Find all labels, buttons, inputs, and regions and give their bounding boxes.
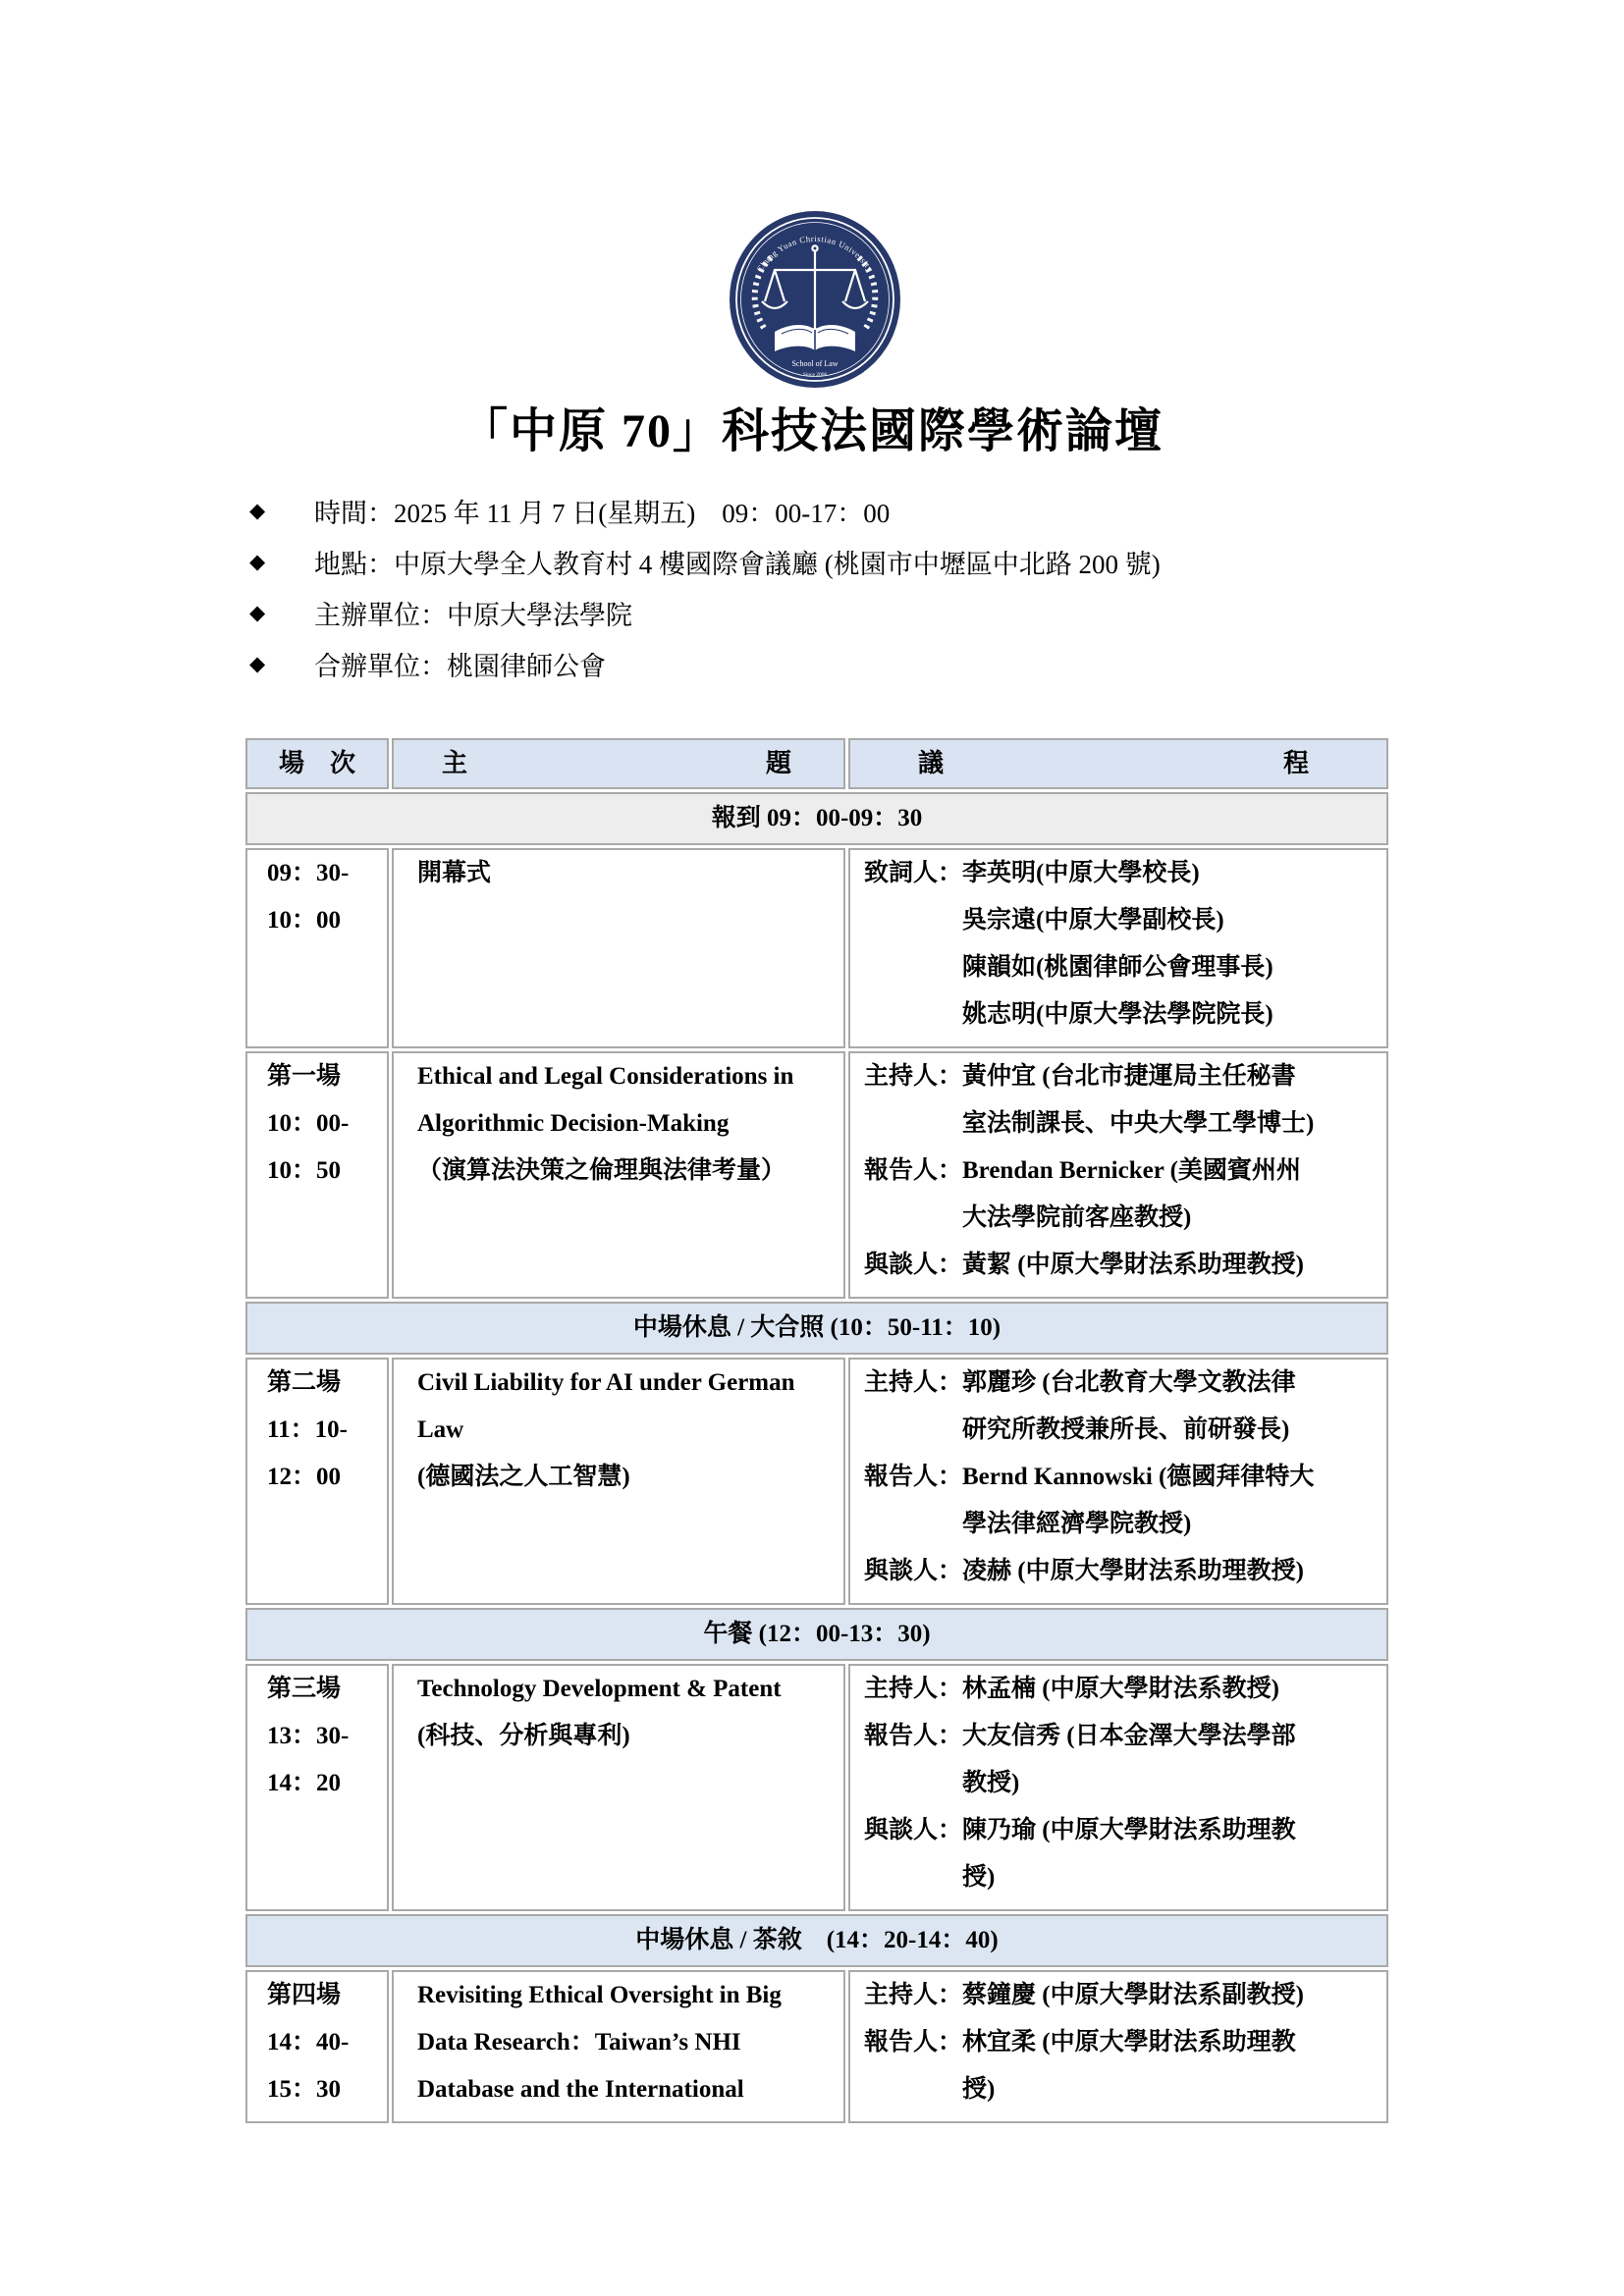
logo-since-text: Since 2006 (802, 372, 828, 378)
info-item-coorganizer (249, 638, 1161, 689)
topic-line: Database and the International (417, 2076, 744, 2103)
info-text: 合辦單位：桃園律師公會 (314, 651, 606, 681)
event-info-list (249, 485, 1161, 689)
table-header-row (245, 738, 1388, 789)
lunch-row (245, 1608, 1388, 1661)
time-line: 第三場 (267, 1676, 342, 1702)
agenda-line: 致詞人：李英明(中原大學校長) (864, 860, 1200, 886)
agenda-line: 教授) (962, 1770, 1020, 1796)
session-agenda-cell (848, 1664, 1388, 1911)
agenda-line: 授) (962, 2076, 996, 2103)
time-line: 第一場 (267, 1063, 342, 1090)
time-line: 13：30- (267, 1723, 350, 1749)
info-text: 時間：2025 年 11 月 7 日(星期五) 09：00-17：00 (314, 498, 891, 528)
session-agenda-cell (848, 848, 1388, 1048)
session-time-cell (245, 848, 389, 1048)
header-topic-left: 主 (442, 749, 468, 777)
time-line: 09：30- (267, 860, 350, 886)
topic-line: Law (417, 1416, 464, 1443)
info-text: 地點：中原大學全人教育村 4 樓國際會議廳 (桃園市中壢區中北路 200 號) (314, 549, 1161, 579)
topic-line: 開幕式 (417, 860, 492, 886)
session-time-cell (245, 1664, 389, 1911)
bullet-diamond-icon: ◆ (249, 651, 266, 675)
session-topic-cell (392, 1664, 845, 1911)
info-text: 主辦單位：中原大學法學院 (314, 600, 632, 630)
time-line: 15：30 (267, 2076, 342, 2103)
agenda-line: 報告人：Bernd Kannowski (德國拜律特大 (864, 1464, 1315, 1490)
agenda-line: 學法律經濟學院教授) (962, 1511, 1192, 1537)
topic-line: Revisiting Ethical Oversight in Big (417, 1982, 782, 2008)
agenda-line: 室法制課長、中央大學工學博士) (962, 1110, 1315, 1137)
registration-banner: 報到 09：00-09：30 (245, 792, 1388, 845)
registration-row (245, 792, 1388, 845)
topic-line: （演算法決策之倫理與法律考量） (417, 1157, 786, 1184)
time-line: 第二場 (267, 1369, 342, 1396)
bullet-diamond-icon: ◆ (249, 498, 266, 522)
agenda-line: 與談人：凌赫 (中原大學財法系助理教授) (864, 1558, 1304, 1584)
agenda-line: 大法學院前客座教授) (962, 1204, 1192, 1231)
time-line: 10：00- (267, 1110, 350, 1137)
session-agenda-cell (848, 1051, 1388, 1299)
page-title: 「中原 70」科技法國際學術論壇 (460, 405, 1164, 457)
bullet-diamond-icon: ◆ (249, 600, 266, 624)
schedule-table (243, 735, 1391, 2126)
header-agenda-right: 程 (1282, 749, 1309, 777)
header-agenda-left: 議 (918, 749, 945, 777)
topic-line: Civil Liability for AI under German (417, 1369, 795, 1396)
agenda-line: 吳宗遠(中原大學副校長) (962, 907, 1224, 934)
agenda-line: 主持人：林孟楠 (中原大學財法系教授) (864, 1676, 1279, 1702)
time-line: 14：40- (267, 2029, 350, 2056)
session-time-cell (245, 1358, 389, 1605)
session-topic-cell (392, 1358, 845, 1605)
topic-line: Ethical and Legal Considerations in (417, 1063, 794, 1090)
agenda-line: 姚志明(中原大學法學院院長) (962, 1001, 1273, 1028)
topic-line: Technology Development & Patent (417, 1676, 782, 1702)
agenda-line: 與談人：黃絜 (中原大學財法系助理教授) (864, 1252, 1304, 1278)
info-item-organizer (249, 587, 1161, 638)
tea-break-banner: 中場休息 / 茶敘 (14：20-14：40) (245, 1914, 1388, 1967)
time-line: 10：50 (267, 1157, 342, 1184)
agenda-line: 主持人：黃仲宜 (台北市捷運局主任秘書 (864, 1063, 1296, 1090)
session-row-opening (245, 848, 1388, 1048)
time-line: 14：20 (267, 1770, 342, 1796)
topic-line: (德國法之人工智慧) (417, 1464, 630, 1490)
session-topic-cell (392, 848, 845, 1048)
header-topic-right: 題 (765, 749, 791, 777)
time-line: 11：10- (267, 1416, 348, 1443)
time-line: 10：00 (267, 907, 342, 934)
scales-of-justice-emblem-icon (729, 210, 901, 389)
session-topic-cell (392, 1051, 845, 1299)
session-row-2 (245, 1358, 1388, 1605)
agenda-line: 授) (962, 1864, 996, 1891)
agenda-line: 與談人：陳乃瑜 (中原大學財法系助理教 (864, 1817, 1296, 1843)
break-row-photo (245, 1302, 1388, 1355)
logo-school-text: School of Law (791, 359, 839, 368)
agenda-line: 陳韻如(桃園律師公會理事長) (962, 954, 1273, 981)
info-item-time (249, 485, 1161, 536)
agenda-line: 報告人：林宜柔 (中原大學財法系助理教 (864, 2029, 1296, 2056)
agenda-line: 主持人：郭麗珍 (台北教育大學文教法律 (864, 1369, 1296, 1396)
lunch-banner: 午餐 (12：00-13：30) (245, 1608, 1388, 1661)
session-agenda-cell (848, 1970, 1388, 2123)
header-session-col: 場 次 (245, 738, 389, 789)
agenda-line: 報告人：Brendan Bernicker (美國賓州州 (864, 1157, 1301, 1184)
break-row-tea (245, 1914, 1388, 1967)
header-agenda-col (848, 738, 1388, 789)
time-line: 第四場 (267, 1982, 342, 2008)
topic-line: Data Research：Taiwan’s NHI (417, 2029, 741, 2056)
bullet-diamond-icon: ◆ (249, 549, 266, 573)
agenda-line: 報告人：大友信秀 (日本金澤大學法學部 (864, 1723, 1296, 1749)
session-time-cell (245, 1970, 389, 2123)
logo-arc-text: Chung Yuan Christian University (754, 233, 876, 274)
session-row-1 (245, 1051, 1388, 1299)
time-line: 12：00 (267, 1464, 342, 1490)
header-topic-col (392, 738, 845, 789)
session-topic-cell (392, 1970, 845, 2123)
school-of-law-logo (729, 210, 901, 389)
topic-line: Algorithmic Decision-Making (417, 1110, 730, 1137)
agenda-line: 研究所教授兼所長、前研發長) (962, 1416, 1290, 1443)
session-agenda-cell (848, 1358, 1388, 1605)
session-row-4 (245, 1970, 1388, 2123)
agenda-line: 主持人：蔡鐘慶 (中原大學財法系副教授) (864, 1982, 1304, 2008)
info-item-location (249, 536, 1161, 587)
break-banner: 中場休息 / 大合照 (10：50-11：10) (245, 1302, 1388, 1355)
session-time-cell (245, 1051, 389, 1299)
topic-line: (科技、分析與專利) (417, 1723, 630, 1749)
session-row-3 (245, 1664, 1388, 1911)
